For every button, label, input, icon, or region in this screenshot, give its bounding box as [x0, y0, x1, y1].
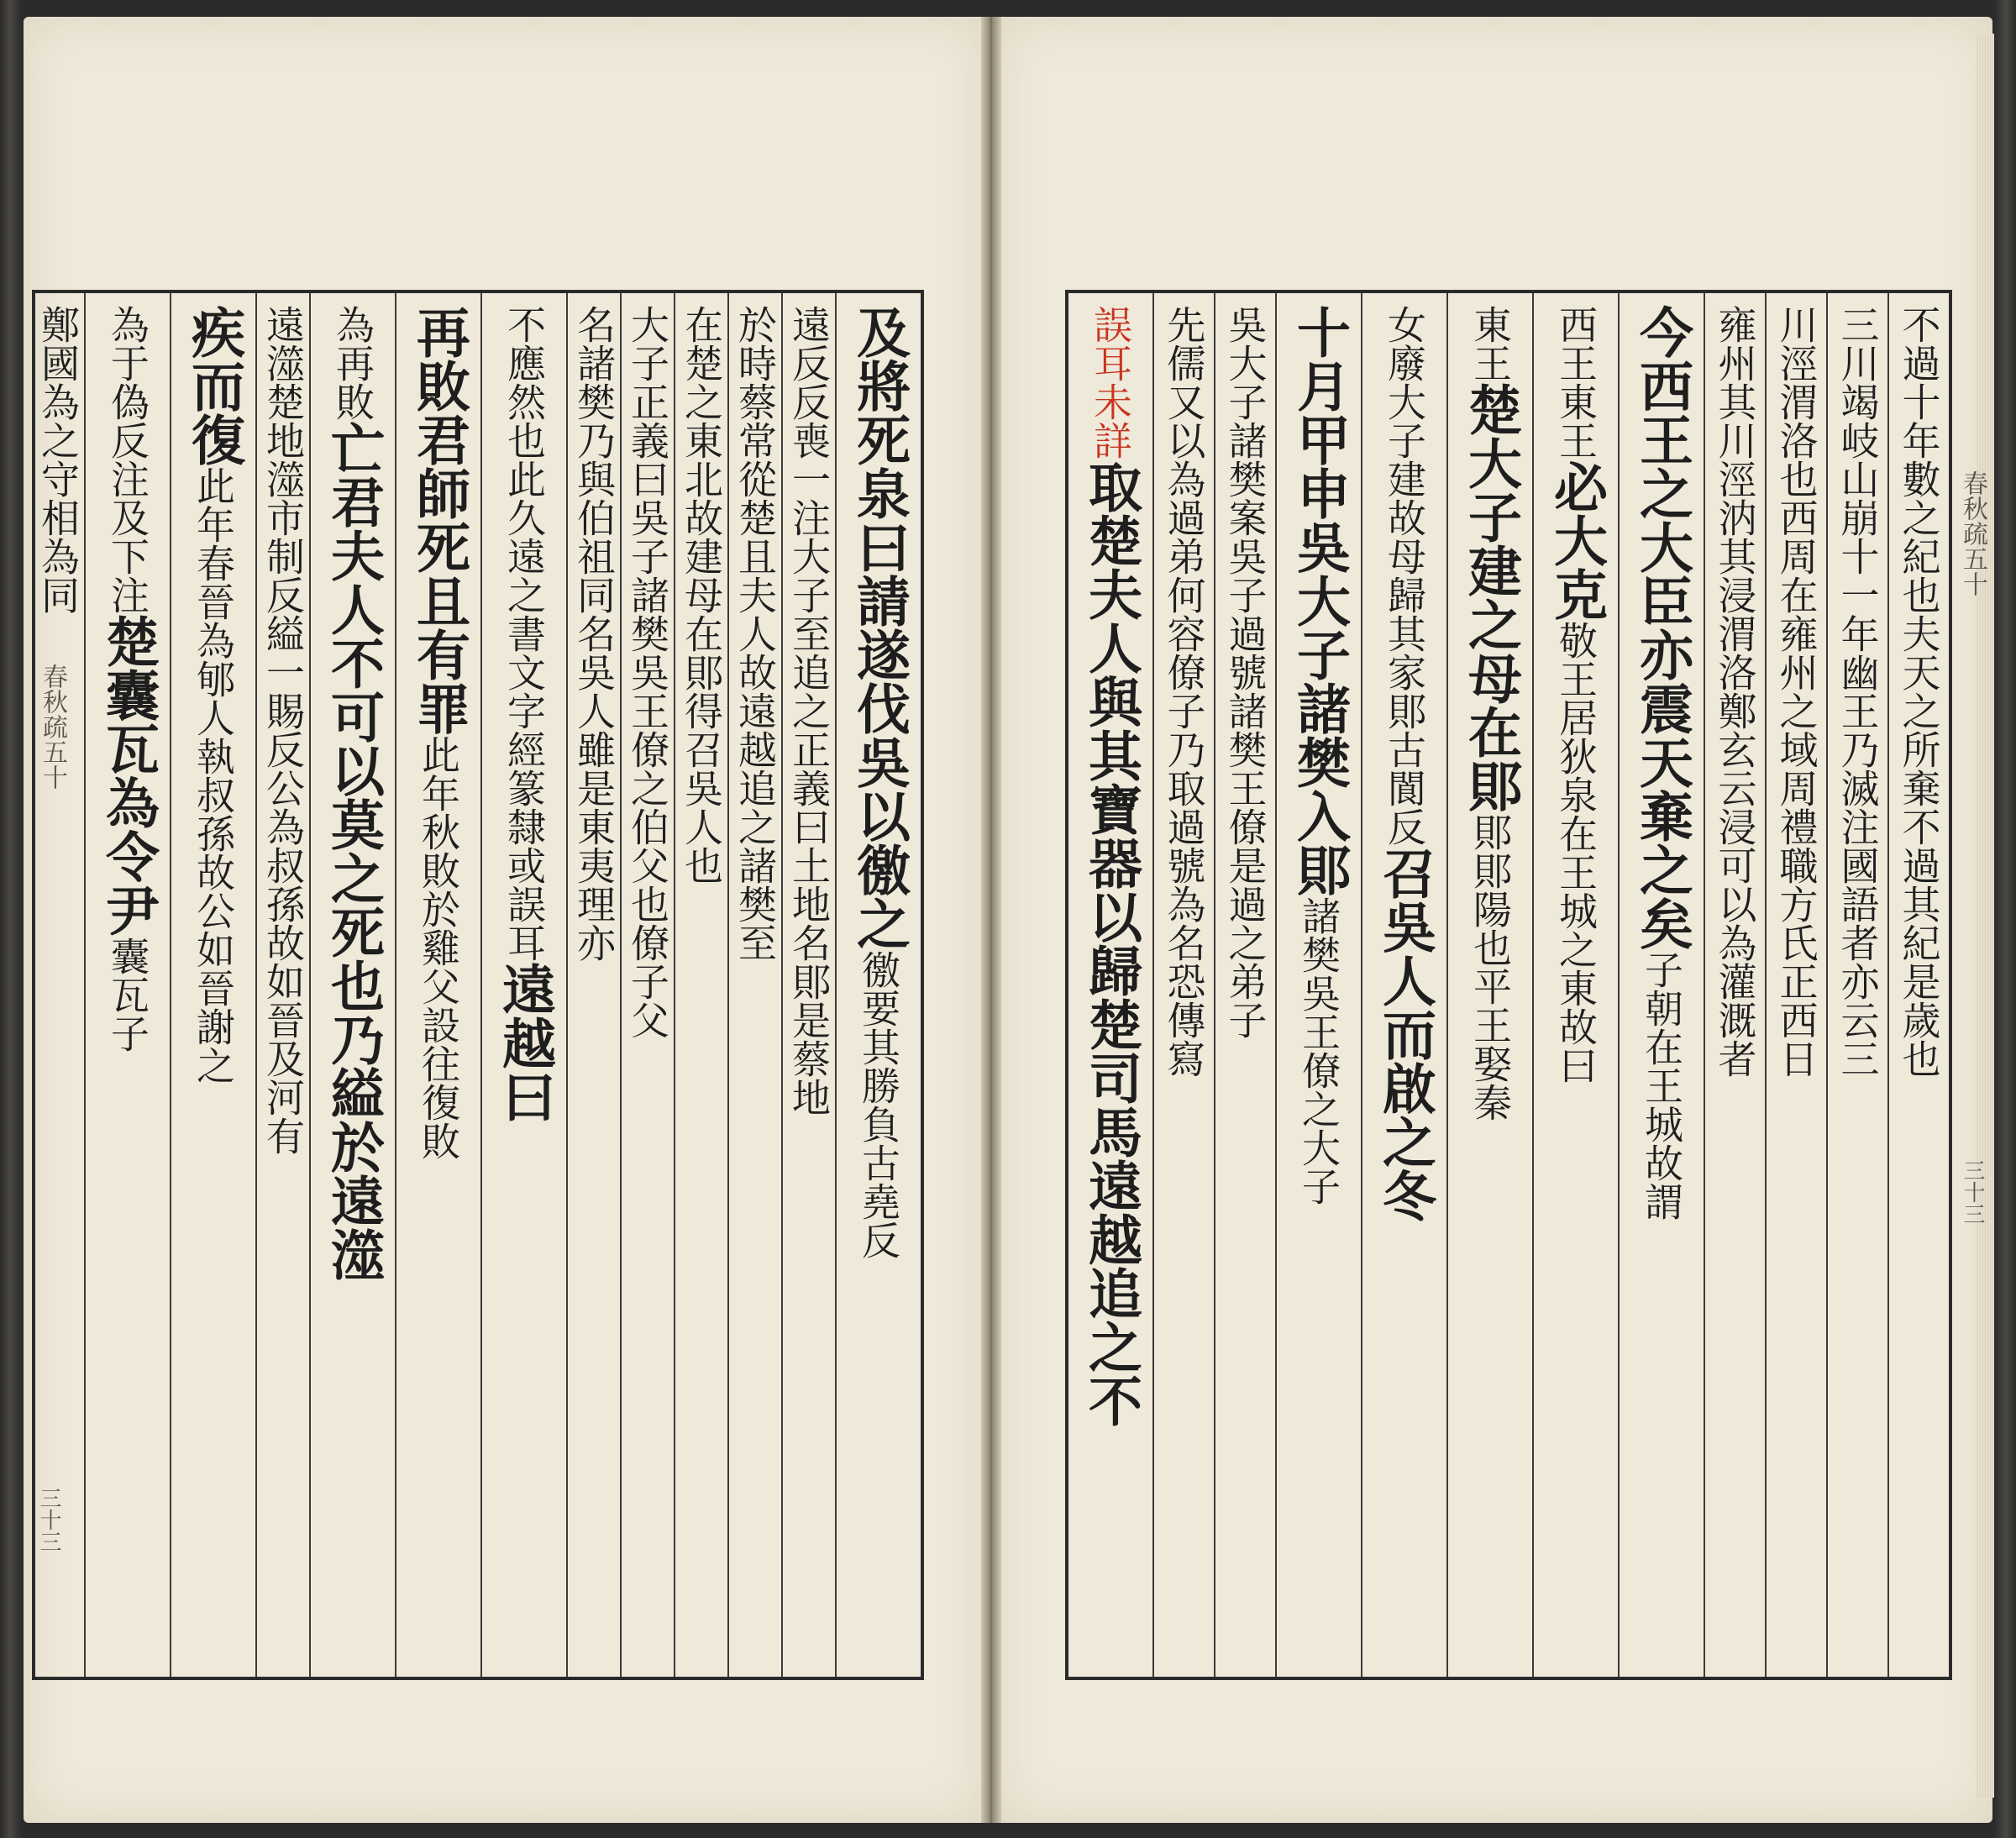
commentary-text: 於時蔡常從楚且夫人故遠越追之諸樊至 — [732, 305, 778, 962]
book-gutter — [981, 17, 1001, 1823]
commentary-text: 此年春晉為郇人執叔孫故公如晉謝之 — [191, 466, 236, 1084]
main-text: 必大克 — [1545, 460, 1608, 621]
left-col-11 — [170, 293, 255, 1677]
right-col-4 — [1704, 293, 1765, 1677]
commentary-text: 為再敗 — [330, 305, 375, 421]
left-columns — [35, 293, 921, 1677]
commentary-text: 先儒又以為過弟何容僚子乃取過號為名恐傳寫 — [1161, 305, 1207, 1078]
commentary-text: 雍州其川涇汭其浸渭洛鄭玄云浸可以為灌溉者 — [1712, 305, 1758, 1078]
right-col-12 — [1068, 293, 1152, 1677]
left-col-13 — [32, 293, 84, 1677]
left-col-5 — [620, 293, 674, 1677]
main-text: 取楚夫人與其寶器以歸楚司馬遠越追之不 — [1079, 460, 1142, 1427]
main-text: 及將死泉曰請遂伐吳以徼之 — [848, 305, 911, 950]
left-col-8 — [395, 293, 480, 1677]
left-col-1 — [835, 293, 921, 1677]
commentary-text: 郥郥陽也平王娶秦 — [1467, 812, 1513, 1121]
left-col-7 — [480, 293, 566, 1677]
left-margin-folio: 三十三 — [36, 1487, 61, 1552]
right-margin-folio: 三十三 — [1960, 1159, 1985, 1225]
right-col-6 — [1532, 293, 1618, 1677]
commentary-text: 反喪一注大子至追之正義曰土地名郥是蔡地 — [786, 382, 832, 1116]
right-col-5 — [1618, 293, 1704, 1677]
right-margin-title: 春秋疏五十 — [1958, 470, 1987, 596]
commentary-text: 東王 — [1467, 305, 1513, 382]
commentary-text: 西王東王 — [1553, 305, 1599, 460]
right-col-8 — [1361, 293, 1446, 1677]
main-text: 今西王之大臣亦震天棄之矣 — [1630, 305, 1693, 950]
commentary-text: 吳大子諸樊案吳子過號諸樊王僚是過之弟子 — [1222, 305, 1268, 1039]
main-text: 召吳人而啟之冬 — [1373, 846, 1436, 1222]
right-col-2 — [1826, 293, 1887, 1677]
commentary-text: 誤耳未詳 — [1088, 305, 1133, 460]
page-edges — [1976, 34, 1994, 1798]
commentary-text: 鄭國為之守相為同 — [35, 305, 81, 614]
commentary-text: 遠澨楚地澨市制反縊一賜反公為叔孫故如晉及河有 — [260, 305, 306, 1155]
right-text-frame — [1065, 290, 1952, 1680]
commentary-text: 敬王居狄泉在王城之東故曰 — [1553, 621, 1599, 1084]
right-col-11 — [1152, 293, 1214, 1677]
main-text: 楚大子建之母在郥 — [1459, 382, 1522, 812]
left-col-6 — [566, 293, 620, 1677]
left-col-4 — [674, 293, 727, 1677]
commentary-text: 遠反 — [786, 305, 832, 382]
main-text: 楚囊瓦為令尹 — [97, 614, 160, 937]
main-text: 十月甲申吳大子諸樊入郥 — [1288, 305, 1351, 896]
commentary-text: 子朝在王城故謂 — [1639, 950, 1684, 1221]
left-col-2 — [781, 293, 835, 1677]
commentary-text: 囊瓦子 — [105, 937, 150, 1053]
commentary-text: 女廢大子建故母歸其家郥古閬反 — [1382, 305, 1427, 846]
commentary-text: 不應然也此久遠之書文字經篆隸或誤耳 — [501, 305, 547, 962]
commentary-text: 川涇渭洛也西周在雍州之域周禮職方氏正西日 — [1773, 305, 1819, 1078]
main-text: 再敗君師死且有罪 — [407, 305, 470, 735]
commentary-text: 諸樊吳王僚之大子 — [1296, 896, 1341, 1205]
right-col-7 — [1446, 293, 1532, 1677]
commentary-text: 徼要其勝負古堯反 — [856, 950, 901, 1259]
commentary-text: 在楚之東北故建母在郥得召吳人也 — [679, 305, 724, 885]
left-col-12 — [84, 293, 170, 1677]
commentary-text: 大子正義曰吳子諸樊吳王僚之伯父也僚子父 — [625, 305, 670, 1039]
right-col-3 — [1765, 293, 1826, 1677]
right-col-9 — [1275, 293, 1361, 1677]
main-text: 遠越曰 — [493, 962, 556, 1123]
left-col-9 — [309, 293, 395, 1677]
left-text-frame — [32, 290, 924, 1680]
left-col-3 — [727, 293, 781, 1677]
main-text: 亡君夫人不可以莫之死也乃縊於遠澨 — [322, 421, 385, 1281]
right-col-1 — [1887, 293, 1949, 1677]
commentary-text: 名諸樊乃與伯祖同名吳人雖是東夷理亦 — [571, 305, 617, 962]
commentary-text: 不過十年數之紀也夫天之所棄不過其紀是歲也 — [1896, 305, 1942, 1078]
left-col-10 — [255, 293, 309, 1677]
main-text: 疾而復 — [182, 305, 245, 466]
commentary-text: 為于偽反注及下注 — [105, 305, 150, 614]
commentary-text: 三川竭岐山崩十一年幽王乃滅注國語者亦云三 — [1835, 305, 1881, 1078]
right-col-10 — [1214, 293, 1275, 1677]
right-columns — [1068, 293, 1949, 1677]
commentary-text: 此年秋敗於雞父設往復敗 — [416, 735, 461, 1160]
left-margin-title: 春秋疏五十 — [38, 664, 67, 790]
